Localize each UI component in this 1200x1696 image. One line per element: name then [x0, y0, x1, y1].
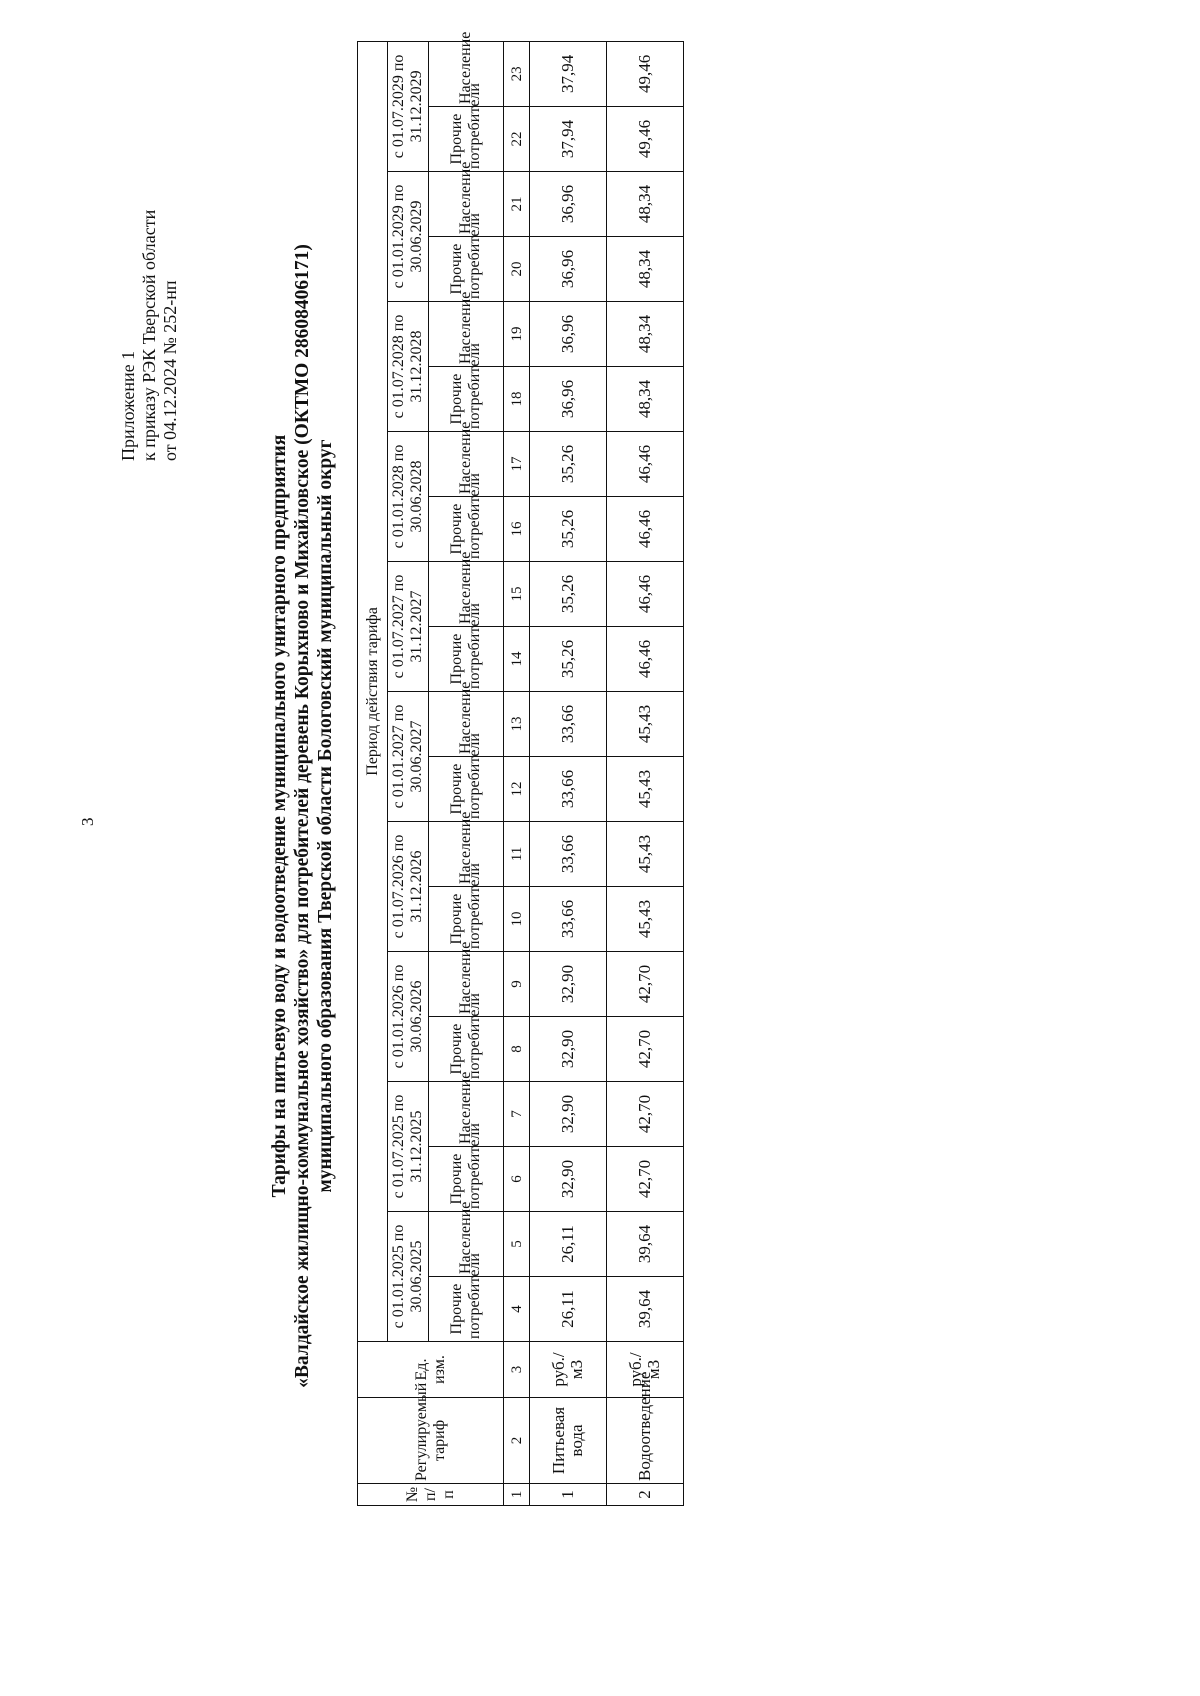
subheader-other: Прочие потребители: [429, 107, 504, 172]
column-number: 12: [504, 757, 530, 822]
subheader-other: Прочие потребители: [429, 237, 504, 302]
period-header-1: с 01.01.2025 по 30.06.2025: [388, 1212, 429, 1342]
period-header-5: с 01.01.2027 по 30.06.2027: [388, 692, 429, 822]
column-number: 22: [504, 107, 530, 172]
column-number: 17: [504, 432, 530, 497]
subheader-other: Прочие потребители: [429, 1017, 504, 1082]
period-header-6: с 01.07.2027 по 31.12.2027: [388, 562, 429, 692]
title-line-3: муниципального образования Тверской области Бологовский муниципальный округ: [315, 439, 336, 1193]
column-number: 14: [504, 627, 530, 692]
row-tariff-name: Питьевая вода: [530, 1398, 607, 1484]
appendix-line-2: к приказу РЭК Тверской области: [139, 209, 159, 461]
tariff-value: 36,96: [530, 172, 607, 237]
tariff-value: 26,11: [530, 1277, 607, 1342]
subheader-other: Прочие потребители: [429, 367, 504, 432]
tariff-value: 32,90: [530, 1017, 607, 1082]
tariff-value: 39,64: [607, 1277, 684, 1342]
subheader-other: Прочие потребители: [429, 757, 504, 822]
tariff-value: 46,46: [607, 497, 684, 562]
column-number: 18: [504, 367, 530, 432]
period-header-7: с 01.01.2028 по 30.06.2028: [388, 432, 429, 562]
tariff-value: 35,26: [530, 432, 607, 497]
row-unit: руб./м3: [607, 1342, 684, 1398]
tariff-value: 45,43: [607, 692, 684, 757]
tariff-value: 36,96: [530, 237, 607, 302]
appendix-line-1: Приложение 1: [118, 350, 138, 461]
subheader-other: Прочие потребители: [429, 627, 504, 692]
column-number: 7: [504, 1082, 530, 1147]
subheader-population: Население: [429, 172, 504, 237]
subheader-other: Прочие потребители: [429, 1277, 504, 1342]
column-number: 4: [504, 1277, 530, 1342]
column-number: 1: [504, 1484, 530, 1506]
column-number: 6: [504, 1147, 530, 1212]
tariff-value: 33,66: [530, 757, 607, 822]
column-number: 20: [504, 237, 530, 302]
subheader-population: Население: [429, 302, 504, 367]
tariff-value: 42,70: [607, 1147, 684, 1212]
tariff-value: 48,34: [607, 302, 684, 367]
tariff-value: 45,43: [607, 822, 684, 887]
tariff-value: 33,66: [530, 692, 607, 757]
subheader-population: Население: [429, 1082, 504, 1147]
subheader-population: Население: [429, 432, 504, 497]
column-number: 8: [504, 1017, 530, 1082]
column-number: 9: [504, 952, 530, 1017]
tariff-value: 32,90: [530, 952, 607, 1017]
appendix-reference: [118, 210, 181, 461]
header-tariff: Регулируемый тариф: [358, 1398, 504, 1484]
table-row: [607, 41, 684, 1505]
period-header-3: с 01.01.2026 по 30.06.2026: [388, 952, 429, 1082]
row-tariff-name: Водоотведение: [607, 1398, 684, 1484]
tariff-value: 36,96: [530, 302, 607, 367]
tariff-value: 35,26: [530, 497, 607, 562]
subheader-population: Население: [429, 1212, 504, 1277]
column-number: 10: [504, 887, 530, 952]
tariff-value: 32,90: [530, 1147, 607, 1212]
tariff-value: 32,90: [530, 1082, 607, 1147]
period-header-2: с 01.07.2025 по 31.12.2025: [388, 1082, 429, 1212]
subheader-population: Население: [429, 41, 504, 106]
subheader-population: Население: [429, 952, 504, 1017]
tariff-value: 35,26: [530, 627, 607, 692]
column-number: 16: [504, 497, 530, 562]
column-number: 15: [504, 562, 530, 627]
document-title: [268, 186, 337, 1446]
column-number: 11: [504, 822, 530, 887]
column-number: 23: [504, 41, 530, 106]
subheader-population: Население: [429, 692, 504, 757]
column-number: 5: [504, 1212, 530, 1277]
title-line-2: «Валдайское жилищно-коммунальное хозяйство» для потребителей деревень Корыхново и Михайловское (ОКТМО 28608406171): [292, 244, 313, 1388]
tariff-value: 39,64: [607, 1212, 684, 1277]
column-number: 3: [504, 1342, 530, 1398]
tariff-table: [357, 31, 684, 1506]
subheader-other: Прочие потребители: [429, 887, 504, 952]
header-no: № п/п: [358, 1484, 504, 1506]
tariff-value: 33,66: [530, 822, 607, 887]
header-period-group: Период действия тарифа: [358, 41, 388, 1341]
row-number: 1: [530, 1484, 607, 1506]
column-number: 13: [504, 692, 530, 757]
tariff-value: 49,46: [607, 107, 684, 172]
tariff-value: 36,96: [530, 367, 607, 432]
header-unit: Ед. изм.: [358, 1342, 504, 1398]
tariff-value: 46,46: [607, 562, 684, 627]
tariff-value: 37,94: [530, 41, 607, 106]
tariff-value: 48,34: [607, 172, 684, 237]
tariff-value: 33,66: [530, 887, 607, 952]
tariff-value: 46,46: [607, 432, 684, 497]
tariff-value: 46,46: [607, 627, 684, 692]
period-header-4: с 01.07.2026 по 31.12.2026: [388, 822, 429, 952]
tariff-value: 42,70: [607, 1082, 684, 1147]
column-number: 2: [504, 1398, 530, 1484]
column-number: 19: [504, 302, 530, 367]
period-header-9: с 01.01.2029 по 30.06.2029: [388, 172, 429, 302]
period-header-10: с 01.07.2029 по 31.12.2029: [388, 41, 429, 171]
period-header-8: с 01.07.2028 по 31.12.2028: [388, 302, 429, 432]
tariff-value: 37,94: [530, 107, 607, 172]
row-unit: руб./м3: [530, 1342, 607, 1398]
tariff-value: 48,34: [607, 367, 684, 432]
tariff-value: 35,26: [530, 562, 607, 627]
tariff-value: 26,11: [530, 1212, 607, 1277]
tariff-value: 45,43: [607, 757, 684, 822]
tariff-value: 42,70: [607, 952, 684, 1017]
table-row: [530, 41, 607, 1505]
title-line-1: Тарифы на питьевую воду и водоотведение муниципального унитарного предприятия: [269, 434, 290, 1198]
row-number: 2: [607, 1484, 684, 1506]
appendix-line-3: от 04.12.2024 № 252-нп: [160, 280, 180, 461]
subheader-population: Население: [429, 822, 504, 887]
column-number: 21: [504, 172, 530, 237]
tariff-value: 49,46: [607, 41, 684, 106]
tariff-value: 48,34: [607, 237, 684, 302]
subheader-other: Прочие потребители: [429, 1147, 504, 1212]
tariff-value: 42,70: [607, 1017, 684, 1082]
subheader-other: Прочие потребители: [429, 497, 504, 562]
subheader-population: Население: [429, 562, 504, 627]
page-number: 3: [78, 817, 97, 826]
tariff-value: 45,43: [607, 887, 684, 952]
